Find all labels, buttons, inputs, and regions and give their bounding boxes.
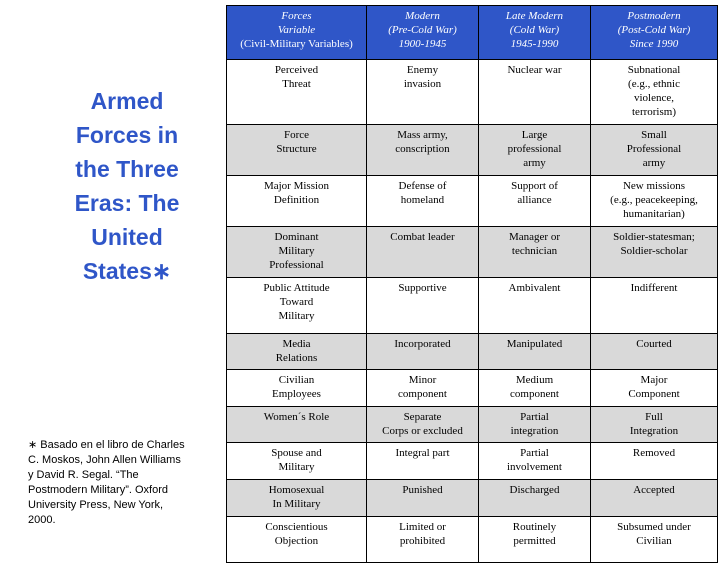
cell-line: Spouse and — [271, 447, 322, 459]
cell-line: Enemy — [406, 64, 439, 76]
title-line: States∗ — [82, 258, 172, 284]
source-footnote — [28, 438, 200, 528]
cell-line: Separate — [403, 411, 442, 423]
cell-line: Civilian — [278, 374, 315, 386]
cell-line: Minor — [408, 374, 437, 386]
cell-line: Objection — [274, 535, 319, 547]
cell-line: Threat — [282, 78, 311, 90]
cell-line: Public Attitude — [263, 282, 330, 294]
table-cell-modern — [367, 443, 479, 480]
table-cell-late-modern — [479, 278, 591, 334]
cell-line: Indifferent — [630, 282, 678, 294]
cell-line: Combat leader — [390, 231, 455, 243]
header-line: (Cold War) — [509, 24, 560, 36]
cell-line: Major Mission — [263, 180, 330, 192]
cell-line: Ambivalent — [508, 282, 561, 294]
cell-line: prohibited — [399, 535, 446, 547]
header-cell-modern — [367, 6, 479, 60]
header-line: 1945-1990 — [510, 38, 559, 50]
table-cell-postmodern — [591, 480, 718, 517]
header-cell-late-modern — [479, 6, 591, 60]
cell-line: Limited or — [399, 521, 446, 533]
header-cell-postmodern — [591, 6, 718, 60]
cell-line: Full — [645, 411, 663, 423]
table-cell-variable — [227, 443, 367, 480]
table-cell-late-modern — [479, 407, 591, 443]
footnote-line: y David R. Segal. “The — [28, 469, 139, 481]
header-line: Forces — [281, 10, 312, 22]
header-line: Postmodern — [627, 10, 681, 22]
cell-line: Integral part — [395, 447, 450, 459]
cell-line: Discharged — [509, 484, 560, 496]
cell-line: terrorism) — [632, 106, 676, 118]
cell-line: Punished — [402, 484, 443, 496]
table-cell-postmodern — [591, 370, 718, 407]
table-row — [227, 176, 718, 227]
title-line: Armed — [90, 88, 164, 114]
cell-line: Homosexual — [268, 484, 325, 496]
table-cell-modern — [367, 176, 479, 227]
header-subtitle: (Civil-Military Variables) — [240, 38, 353, 50]
cell-line: (e.g., peacekeeping, — [610, 194, 698, 206]
cell-line: humanitarian) — [623, 208, 685, 220]
cell-line: Large — [521, 129, 548, 141]
table-cell-variable — [227, 227, 367, 278]
table-cell-postmodern — [591, 334, 718, 370]
cell-line: Perceived — [274, 64, 319, 76]
cell-line: Women´s Role — [263, 411, 330, 423]
table-cell-postmodern — [591, 278, 718, 334]
cell-line: Structure — [276, 143, 317, 155]
table-cell-late-modern — [479, 334, 591, 370]
header-line: Variable — [277, 24, 316, 36]
table-cell-late-modern — [479, 60, 591, 125]
cell-line: Nuclear war — [507, 64, 562, 76]
title-line: the Three — [75, 156, 179, 182]
table-cell-late-modern — [479, 227, 591, 278]
header-line: 1900-1945 — [398, 38, 447, 50]
cell-line: Dominant — [274, 231, 319, 243]
cell-line: Routinely — [512, 521, 557, 533]
cell-line: Soldier-scholar — [620, 245, 688, 257]
table-row — [227, 278, 718, 334]
cell-line: Military — [278, 245, 315, 257]
cell-line: Medium — [515, 374, 554, 386]
header-line: (Post-Cold War) — [617, 24, 691, 36]
cell-line: New missions — [622, 180, 686, 192]
cell-line: Soldier-statesman; — [613, 231, 695, 243]
cell-line: permitted — [513, 535, 556, 547]
title-line: Forces in — [75, 122, 179, 148]
cell-line: Small — [641, 129, 667, 141]
table-cell-modern — [367, 407, 479, 443]
cell-line: Media — [282, 338, 311, 350]
cell-line: Major — [640, 374, 668, 386]
table-cell-variable — [227, 125, 367, 176]
table-cell-late-modern — [479, 443, 591, 480]
table-cell-variable — [227, 480, 367, 517]
footnote-line: University Press, New York, — [28, 499, 164, 511]
cell-line: Integration — [629, 425, 679, 437]
table-row — [227, 443, 718, 480]
cell-line: Partial — [520, 411, 549, 423]
cell-line: Supportive — [398, 282, 447, 294]
table-cell-variable — [227, 407, 367, 443]
cell-line: component — [510, 388, 559, 400]
cell-line: integration — [510, 425, 559, 437]
table-cell-modern — [367, 60, 479, 125]
cell-line: Defense of — [398, 180, 447, 192]
cell-line: conscription — [395, 143, 450, 155]
cell-line: In Military — [272, 498, 321, 510]
cell-line: Manipulated — [506, 338, 563, 350]
table-cell-variable — [227, 176, 367, 227]
cell-line: army — [523, 157, 546, 169]
cell-line: technician — [511, 245, 558, 257]
cell-line: Professional — [269, 259, 324, 271]
footnote-line: C. Moskos, John Allen Williams — [28, 454, 181, 466]
table-cell-variable — [227, 370, 367, 407]
table-cell-postmodern — [591, 227, 718, 278]
cell-line: Military — [278, 461, 315, 473]
cell-line: (e.g., ethnic — [628, 78, 680, 90]
table-cell-modern — [367, 278, 479, 334]
cell-line: component — [398, 388, 447, 400]
header-line: (Pre-Cold War) — [388, 24, 457, 36]
cell-line: Subsumed under — [617, 521, 691, 533]
table-cell-modern — [367, 370, 479, 407]
cell-line: professional — [507, 143, 562, 155]
title-line: Eras: The — [74, 190, 180, 216]
footnote-line: ∗ Basado en el libro de Charles — [28, 439, 185, 451]
cell-line: Accepted — [633, 484, 675, 496]
footnote-line: 2000. — [28, 514, 56, 526]
table-cell-postmodern — [591, 176, 718, 227]
table-row — [227, 60, 718, 125]
cell-line: Removed — [632, 447, 676, 459]
table-cell-late-modern — [479, 370, 591, 407]
cell-line: invasion — [403, 78, 442, 90]
table-cell-modern — [367, 227, 479, 278]
cell-line: homeland — [400, 194, 445, 206]
footnote-line: Postmodern Military”. Oxford — [28, 484, 168, 496]
cell-line: army — [642, 157, 666, 169]
cell-line: Definition — [273, 194, 320, 206]
header-line: Late Modern — [505, 10, 564, 22]
table-cell-late-modern — [479, 480, 591, 517]
eras-comparison-table — [226, 5, 718, 563]
cell-line: Professional — [626, 143, 682, 155]
cell-line: Incorporated — [394, 338, 451, 350]
cell-line: Manager or — [508, 231, 560, 243]
cell-line: Toward — [279, 296, 314, 308]
cell-line: Military — [278, 310, 315, 322]
cell-line: alliance — [517, 194, 552, 206]
header-line: Modern — [405, 10, 440, 22]
table-cell-variable — [227, 60, 367, 125]
title-line: United — [91, 224, 163, 250]
table-cell-late-modern — [479, 125, 591, 176]
table-cell-postmodern — [591, 443, 718, 480]
cell-line: Partial — [520, 447, 549, 459]
table-row — [227, 334, 718, 370]
cell-line: involvement — [507, 461, 562, 473]
table-row — [227, 125, 718, 176]
table-cell-variable — [227, 278, 367, 334]
cell-line: Force — [283, 129, 310, 141]
slide-title — [52, 84, 202, 288]
table-cell-variable — [227, 334, 367, 370]
cell-line: Employees — [272, 388, 321, 400]
cell-line: Civilian — [636, 535, 672, 547]
table-cell-modern — [367, 125, 479, 176]
table-cell-postmodern — [591, 60, 718, 125]
table-cell-postmodern — [591, 125, 718, 176]
table-cell-postmodern — [591, 407, 718, 443]
table-row — [227, 370, 718, 407]
cell-line: Relations — [275, 352, 318, 364]
cell-line: Support of — [511, 180, 558, 192]
cell-line: Courted — [636, 338, 672, 350]
table-cell-late-modern — [479, 176, 591, 227]
table-row — [227, 407, 718, 443]
cell-line: Corps or excluded — [382, 425, 463, 437]
header-line: Since 1990 — [629, 38, 679, 50]
table-row — [227, 480, 718, 517]
cell-line: Conscientious — [265, 521, 328, 533]
table-cell-modern — [367, 480, 479, 517]
cell-line: Component — [628, 388, 680, 400]
cell-line: violence, — [633, 92, 674, 104]
header-cell-variable — [227, 6, 367, 60]
cell-line: Subnational — [627, 64, 681, 76]
table-cell-modern — [367, 334, 479, 370]
table-header-row — [227, 6, 718, 60]
table-row — [227, 227, 718, 278]
cell-line: Mass army, — [397, 129, 448, 141]
